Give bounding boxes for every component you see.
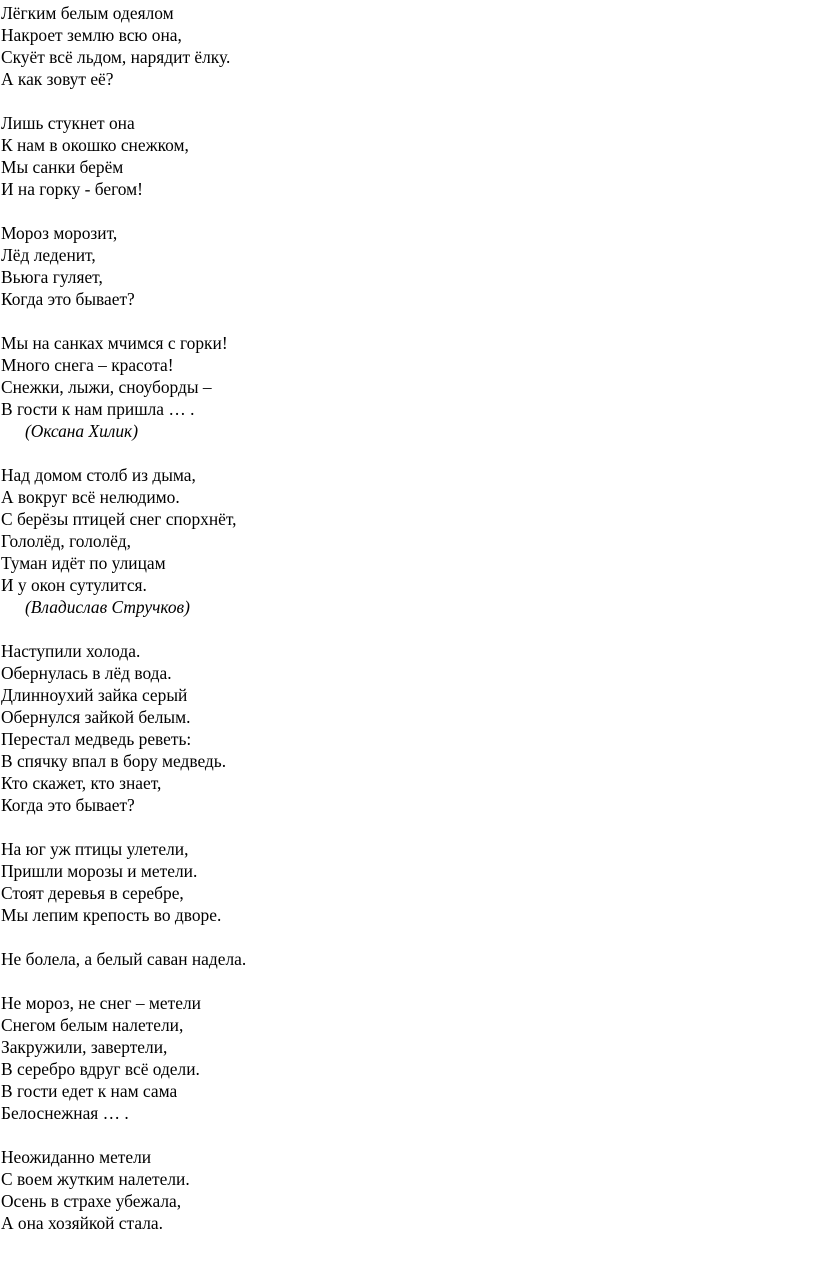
- poem-line: Снегом белым налетели,: [1, 1015, 184, 1035]
- poem-line: К нам в окошко снежком,: [1, 135, 189, 155]
- poem-line: Много снега – красота!: [1, 355, 174, 375]
- poem-line: Белоснежная … .: [1, 1103, 129, 1123]
- poem-line: Перестал медведь реветь:: [1, 729, 192, 749]
- poem-line: Когда это бывает?: [1, 289, 135, 309]
- poem-line: Обернулась в лёд вода.: [1, 663, 172, 683]
- poem-line: Неожиданно метели: [1, 1147, 152, 1167]
- poem-line: Лишь стукнет она: [1, 113, 135, 133]
- poem-line: В гости к нам пришла … .: [1, 399, 195, 419]
- poem-line: В гости едет к нам сама: [1, 1081, 178, 1101]
- poem-line: Над домом столб из дыма,: [1, 465, 196, 485]
- poem-line: Скуёт всё льдом, нарядит ёлку.: [1, 47, 231, 67]
- poem-line: Снежки, лыжи, сноуборды –: [1, 377, 212, 397]
- poem-line: В спячку впал в бору медведь.: [1, 751, 227, 771]
- poem-line: На юг уж птицы улетели,: [1, 839, 189, 859]
- poem-line: С берёзы птицей снег спорхнёт,: [1, 509, 237, 529]
- poem-line: Гололёд, гололёд,: [1, 531, 131, 551]
- poem-line: А вокруг всё нелюдимо.: [1, 487, 180, 507]
- poem-line: И на горку - бегом!: [1, 179, 143, 199]
- poem-line: Лёгким белым одеялом: [1, 3, 174, 23]
- poem-line: Закружили, завертели,: [1, 1037, 168, 1057]
- poem-line: Мы лепим крепость во дворе.: [1, 905, 222, 925]
- poem-line: Туман идёт по улицам: [1, 553, 166, 573]
- poem-line: Осень в страхе убежала,: [1, 1191, 182, 1211]
- blank-line: [1, 926, 816, 948]
- poem-line: Лёд леденит,: [1, 245, 96, 265]
- poem-line: Мы санки берём: [1, 157, 124, 177]
- poem-line: И у окон сутулится.: [1, 575, 147, 595]
- poem-line: Стоят деревья в серебре,: [1, 883, 184, 903]
- poem-line: Когда это бывает?: [1, 795, 135, 815]
- poem-line: А она хозяйкой стала.: [1, 1213, 163, 1233]
- poem-line: Накроет землю всю она,: [1, 25, 182, 45]
- poem-line: С воем жутким налетели.: [1, 1169, 190, 1189]
- blank-line: [1, 200, 816, 222]
- poem-line: Не болела, а белый саван надела.: [1, 949, 247, 969]
- poem-line: А как зовут её?: [1, 69, 114, 89]
- poem-line: Пришли морозы и метели.: [1, 861, 198, 881]
- poem-line: Не мороз, не снег – метели: [1, 993, 201, 1013]
- poem-line: Кто скажет, кто знает,: [1, 773, 162, 793]
- poem-line: Наступили холода.: [1, 641, 141, 661]
- blank-line: [1, 618, 816, 640]
- blank-line: [1, 90, 816, 112]
- blank-line: [1, 442, 816, 464]
- poem-line: В серебро вдруг всё одели.: [1, 1059, 200, 1079]
- poem-line: Мы на санках мчимся с горки!: [1, 333, 228, 353]
- poem-line: Обернулся зайкой белым.: [1, 707, 191, 727]
- author-attribution: (Владислав Стручков): [25, 597, 190, 617]
- poem-line: Вьюга гуляет,: [1, 267, 103, 287]
- poem-line: Мороз морозит,: [1, 223, 118, 243]
- blank-line: [1, 970, 816, 992]
- blank-line: [1, 1124, 816, 1146]
- author-attribution: (Оксана Хилик): [25, 421, 138, 441]
- poem-line: Длинноухий зайка серый: [1, 685, 188, 705]
- blank-line: [1, 816, 816, 838]
- blank-line: [1, 310, 816, 332]
